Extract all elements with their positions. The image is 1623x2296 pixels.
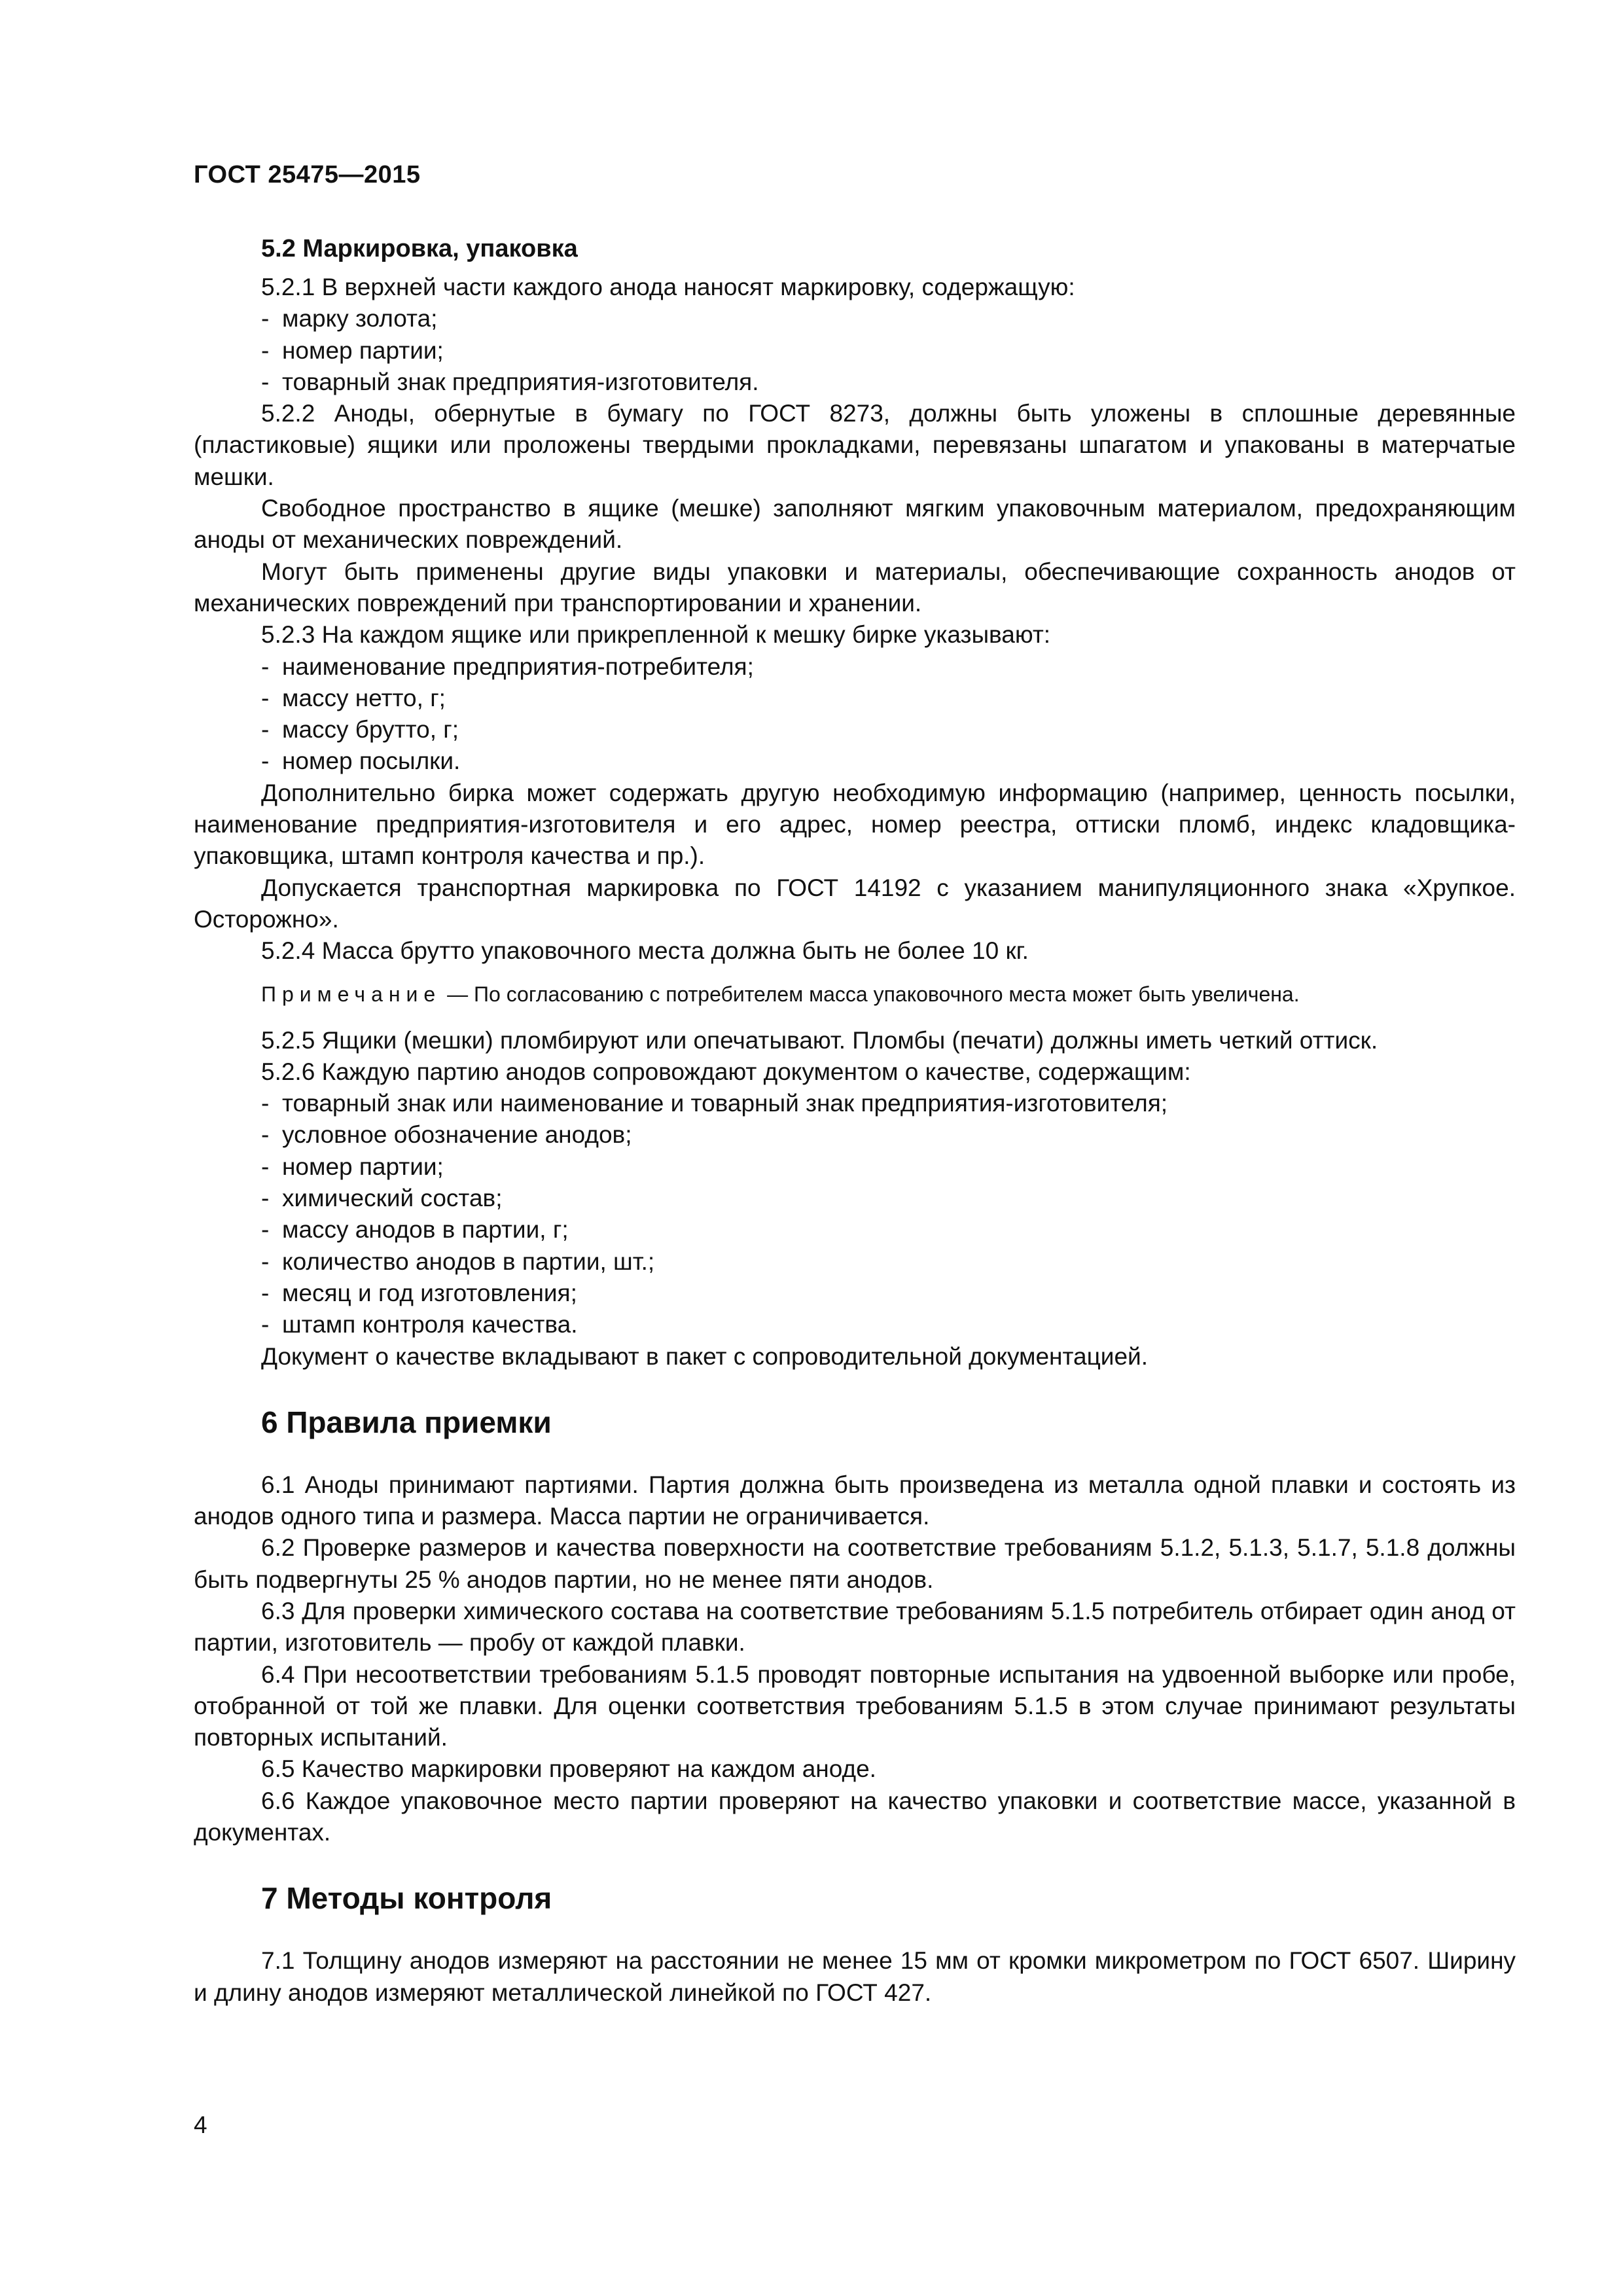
list-item: - условное обозначение анодов; xyxy=(261,1121,632,1149)
paragraph-6-1: 6.1 Аноды принимают партиями. Партия должна быть произведена из металла одной плавки и состоять из анодов одного типа и размера. Масса партии не ограничивается. xyxy=(194,1471,1516,1530)
document-body xyxy=(194,232,1516,2009)
note-label: Примечание xyxy=(261,982,442,1006)
paragraph-6-6: 6.6 Каждое упаковочное место партии проверяют на качество упаковки и соответствие массе, указанной в документах. xyxy=(194,1787,1516,1846)
list-item: - химический состав; xyxy=(261,1185,503,1212)
list-item: - номер партии; xyxy=(261,336,444,364)
paragraph-tag-extra: Дополнительно бирка может содержать другую необходимую информацию (например, ценность посылки, наименование предприятия-изготовителя и его адрес, номер реестра, оттиски пломб, индекс кладовщика-упаковщика, штамп контроля качества и пр.). xyxy=(194,779,1516,870)
paragraph-5-2-6: 5.2.6 Каждую партию анодов сопровождают документом о качестве, содержащим: xyxy=(261,1058,1191,1085)
paragraph-6-5: 6.5 Качество маркировки проверяют на каждом аноде. xyxy=(261,1755,876,1783)
list-item: - товарный знак предприятия-изготовителя. xyxy=(261,368,759,395)
list-item: - количество анодов в партии, шт.; xyxy=(261,1247,655,1275)
paragraph-5-2-3: 5.2.3 На каждом ящике или прикрепленной к мешку бирке указывают: xyxy=(261,621,1051,649)
paragraph-transport-marking: Допускается транспортная маркировка по ГОСТ 14192 с указанием манипуляционного знака «Хрупкое. Осторожно». xyxy=(194,874,1516,933)
paragraph-6-3: 6.3 Для проверки химического состава на соответствие требованиям 5.1.5 потребитель отбирает один анод от партии, изготовитель — пробу от каждой плавки. xyxy=(194,1597,1516,1657)
page-number: 4 xyxy=(194,2111,207,2138)
paragraph-6-2: 6.2 Проверке размеров и качества поверхности на соответствие требованиям 5.1.2, 5.1.3, 5.1.7, 5.1.8 должны быть подвергнуты 25 % анодов партии, но не менее пяти анодов. xyxy=(194,1534,1516,1593)
list-item: - товарный знак или наименование и товарный знак предприятия-изготовителя; xyxy=(261,1090,1168,1117)
section-heading-6: 6 Правила приемки xyxy=(261,1405,552,1439)
standard-header: ГОСТ 25475—2015 xyxy=(194,161,421,188)
list-item: - массу нетто, г; xyxy=(261,684,446,711)
list-item: - номер партии; xyxy=(261,1153,444,1180)
paragraph-5-2-5: 5.2.5 Ящики (мешки) пломбируют или опечатывают. Пломбы (печати) должны иметь четкий оттиск. xyxy=(261,1026,1378,1054)
paragraph-5-2-2: 5.2.2 Аноды, обернутые в бумагу по ГОСТ 8273, должны быть уложены в сплошные деревянные (пластиковые) ящики или проложены твердыми прокладками, перевязаны шпагатом и упакованы в матерчатые мешки. xyxy=(194,400,1516,490)
list-item: - марку золота; xyxy=(261,305,438,332)
subsection-heading-5-2: 5.2 Маркировка, упаковка xyxy=(261,235,578,262)
list-item: - массу брутто, г; xyxy=(261,716,459,744)
paragraph-free-space: Свободное пространство в ящике (мешке) заполняют мягким упаковочным материалом, предохраняющим аноды от механических повреждений. xyxy=(194,495,1516,554)
paragraph-6-4: 6.4 При несоответствии требованиям 5.1.5 проводят повторные испытания на удвоенной выборке или пробе, отобранной от той же плавки. Для оценки соответствия требованиям 5.1.5 в этом случае принимают результаты повторных испытаний. xyxy=(194,1660,1516,1751)
paragraph-document: Документ о качестве вкладывают в пакет с сопроводительной документацией. xyxy=(261,1342,1148,1370)
paragraph-5-2-1: 5.2.1 В верхней части каждого анода наносят маркировку, содержащую: xyxy=(261,274,1075,300)
paragraph-other-packaging: Могут быть применены другие виды упаковки и материалы, обеспечивающие сохранность анодов от механических повреждений при транспортировании и хранении. xyxy=(194,558,1516,617)
section-heading-7: 7 Методы контроля xyxy=(261,1881,552,1916)
note-text: — По согласованию с потребителем масса упаковочного места может быть увеличена. xyxy=(441,982,1300,1006)
list-item: - номер посылки. xyxy=(261,747,461,775)
paragraph-7-1: 7.1 Толщину анодов измеряют на расстоянии не менее 15 мм от кромки микрометром по ГОСТ 6507. Ширину и длину анодов измеряют металлической линейкой по ГОСТ 427. xyxy=(194,1947,1516,2006)
list-item: - месяц и год изготовления; xyxy=(261,1279,577,1306)
paragraph-5-2-4: 5.2.4 Масса брутто упаковочного места должна быть не более 10 кг. xyxy=(261,937,1029,965)
list-item: - наименование предприятия-потребителя; xyxy=(261,653,754,680)
list-item: - массу анодов в партии, г; xyxy=(261,1216,569,1244)
list-item: - штамп контроля качества. xyxy=(261,1311,578,1338)
note xyxy=(194,979,1516,1009)
